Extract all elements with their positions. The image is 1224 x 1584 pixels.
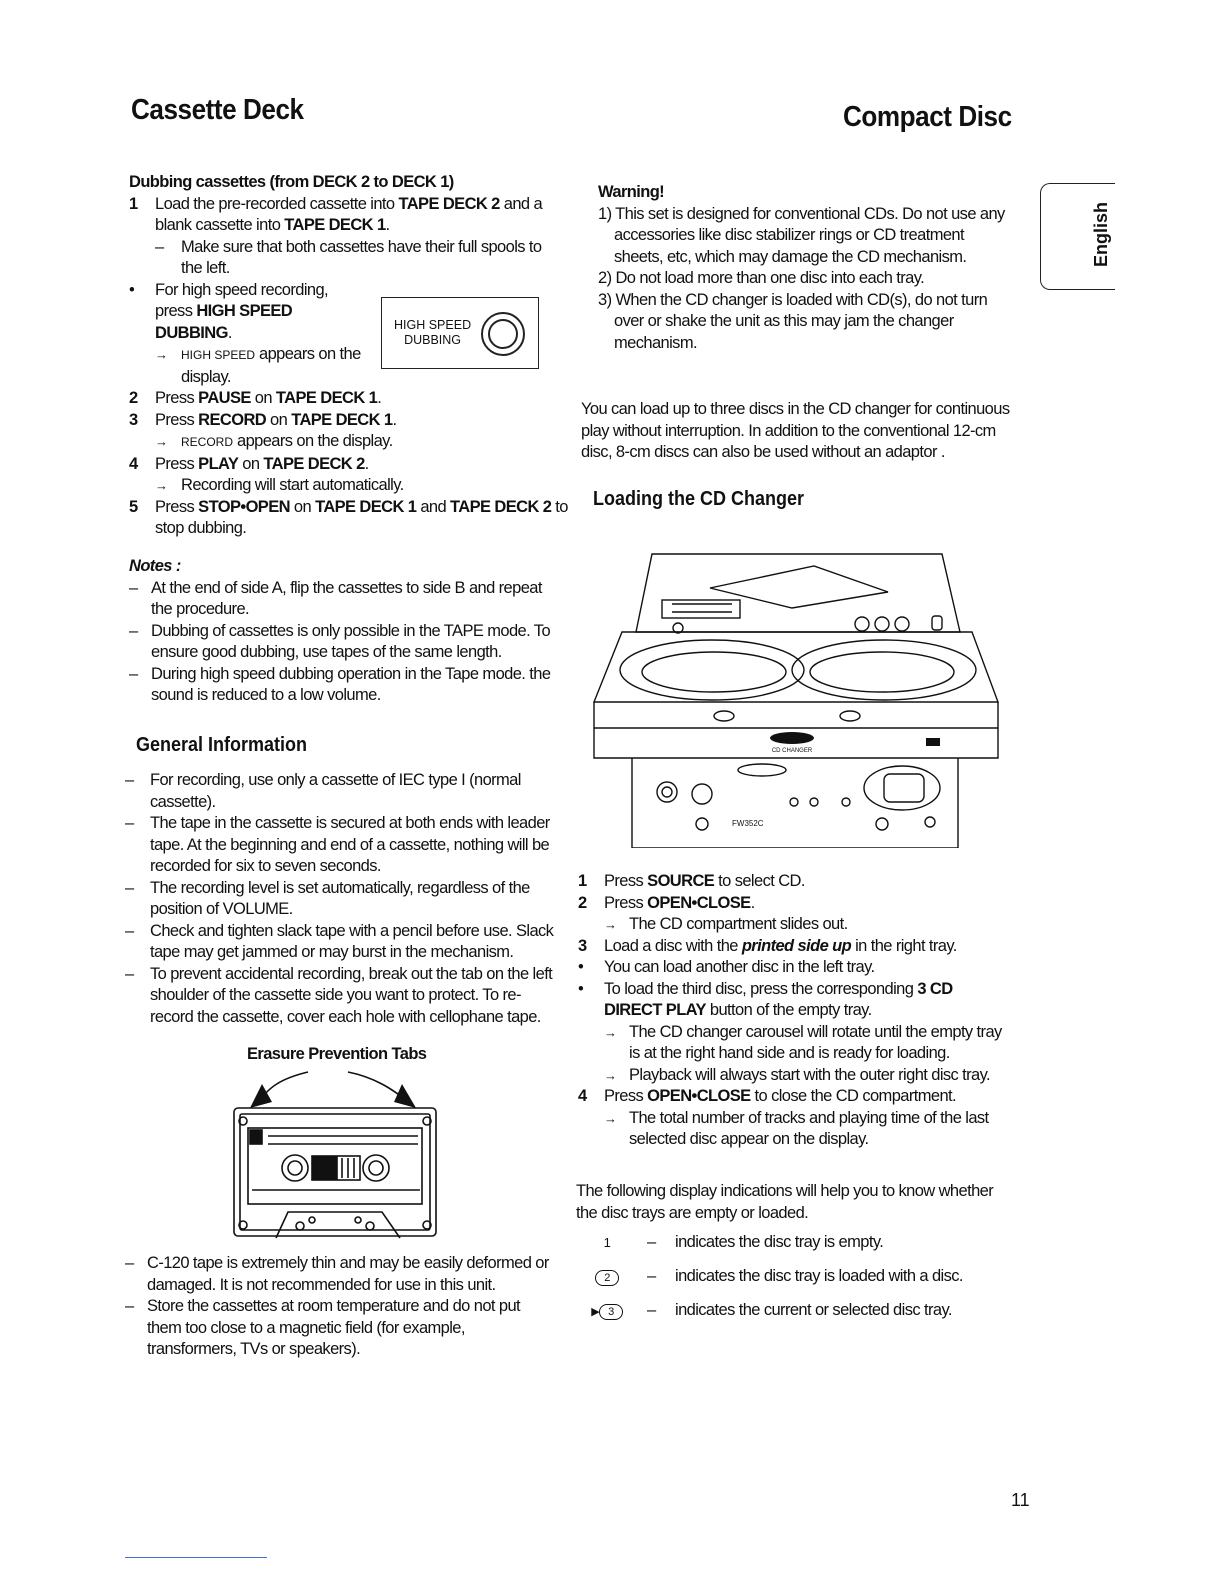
- loading-bullet-1: • You can load another disc in the left tray.: [578, 958, 875, 976]
- loading-steps: [578, 871, 1018, 1151]
- dubbing-step-4: 4 Press PLAY on TAPE DECK 2. → Recording will start automatically.: [129, 454, 404, 494]
- note-item: – Dubbing of cassettes is only possible in the TAPE mode. To ensure good dubbing, use tapes of the same length.: [129, 621, 551, 661]
- language-tab: [1040, 183, 1115, 290]
- loading-step-4: 4 Press OPEN•CLOSE to close the CD compartment. → The total number of tracks and playing time of the last selected disc appear on the display.: [578, 1087, 989, 1148]
- right-section-title: Compact Disc: [843, 101, 1012, 133]
- warning-title: Warning!: [598, 183, 665, 201]
- info-item: – Check and tighten slack tape with a pencil before use. Slack tape may get jammed or may burst in the mechanism.: [125, 921, 554, 961]
- footer-rule: [125, 1557, 267, 1558]
- tray-loaded-icon: 2: [572, 1266, 642, 1288]
- info-item: – For recording, use only a cassette of IEC type I (normal cassette).: [125, 771, 521, 811]
- display-row-loaded: 2 – indicates the disc tray is loaded with a disc.: [572, 1266, 1012, 1300]
- dubbing-step-3: 3 Press RECORD on TAPE DECK 1. → RECORD appears on the display.: [129, 410, 397, 450]
- loading-step-2: 2 Press OPEN•CLOSE. → The CD compartment slides out.: [578, 893, 848, 933]
- dubbing-step-2: 2 Press PAUSE on TAPE DECK 1.: [129, 389, 382, 407]
- warning-box: Warning! 1) This set is designed for conventional CDs. Do not use any accessories like disc stabilizer rings or CD treatment sheets, etc, which may damage the CD mechanism. 2) Do not load more than one disc into each tray. 3) When the CD changer is loaded with CD(s), do not turn over or shake the unit as this may jam the changer mechanism.: [598, 182, 1018, 354]
- notes-section: [129, 556, 569, 707]
- general-info-list-2: [125, 1253, 565, 1361]
- dubbing-bullet-high-speed: • For high speed recording, press HIGH SPEED DUBBING. → HIGH SPEED appears on the display.: [129, 280, 361, 386]
- device-label: CD CHANGER: [771, 748, 813, 754]
- info-item: – Store the cassettes at room temperature and do not put them too close to a magnetic field (for example, transformers, TVs or speakers).: [125, 1297, 521, 1358]
- language-tab-label: English: [1091, 201, 1112, 268]
- round-button-icon: [481, 312, 525, 356]
- device-model: FW352C: [732, 819, 764, 828]
- left-section-title: Cassette Deck: [131, 94, 304, 126]
- loading-step-3: 3 Load a disc with the printed side up in the right tray.: [578, 936, 957, 955]
- display-intro: The following display indications will help you to know whether the disc trays are empty or loaded.: [576, 1182, 994, 1222]
- loading-bullet-2: • To load the third disc, press the corresponding 3 CD DIRECT PLAY button of the empty tray. → The CD changer carousel will rotate until the empty tray is at the right hand side and is ready for loading. → Playback will always start with the outer right disc tray.: [578, 979, 1002, 1084]
- cassette-illustration: [228, 1066, 440, 1242]
- erasure-caption: Erasure Prevention Tabs: [247, 1045, 427, 1063]
- tray-current-icon: ▶ 3: [572, 1300, 642, 1324]
- display-text-high-speed: HIGH SPEED: [181, 348, 256, 362]
- display-row-empty: 1 – indicates the disc tray is empty.: [572, 1232, 1012, 1266]
- general-info-list: [125, 770, 565, 1028]
- info-item: – The recording level is set automatically, regardless of the position of VOLUME.: [125, 878, 530, 918]
- dubbing-step-5: 5 Press STOP•OPEN on TAPE DECK 1 and TAPE DECK 2 to stop dubbing.: [129, 497, 568, 537]
- info-item: – The tape in the cassette is secured at both ends with leader tape. At the beginning and end of a cassette, nothing will be recorded for six to seven seconds.: [125, 814, 550, 875]
- display-row-current: ▶ 3 – indicates the current or selected disc tray.: [572, 1300, 1012, 1334]
- cd-changer-illustration: [592, 552, 1000, 848]
- display-indications: [572, 1232, 1012, 1332]
- page-number: 11: [1011, 1490, 1030, 1510]
- high-speed-dubbing-button-illustration: HIGH SPEED DUBBING: [381, 297, 539, 369]
- note-item: – During high speed dubbing operation in the Tape mode. the sound is reduced to a low volume.: [129, 664, 551, 704]
- general-info-title: General Information: [136, 734, 308, 756]
- info-item: – C-120 tape is extremely thin and may be easily deformed or damaged. It is not recommended for use in this unit.: [125, 1254, 549, 1294]
- note-item: – At the end of side A, flip the cassettes to side B and repeat the procedure.: [129, 578, 542, 618]
- display-text-record: RECORD: [181, 435, 234, 449]
- dubbing-heading: Dubbing cassettes (from DECK 2 to DECK 1): [129, 173, 454, 191]
- cd-intro: You can load up to three discs in the CD changer for continuous play without interruption. In addition to the conventional 12-cm disc, 8-cm discs can also be used without an adaptor .: [581, 400, 1010, 461]
- tray-empty-icon: 1: [603, 1235, 611, 1250]
- loading-step-1: 1 Press SOURCE to select CD.: [578, 872, 805, 890]
- dubbing-step-1: 1 Load the pre-recorded cassette into TAPE DECK 2 and a blank cassette into TAPE DECK 1. – Make sure that both cassettes have their full spools to the left.: [129, 194, 543, 277]
- info-item: – To prevent accidental recording, break out the tab on the left shoulder of the cassette side you want to protect. To re- record the cassette, cover each hole with cellophane tape.: [125, 964, 553, 1026]
- notes-title: Notes :: [129, 557, 181, 575]
- loading-title: Loading the CD Changer: [593, 488, 805, 510]
